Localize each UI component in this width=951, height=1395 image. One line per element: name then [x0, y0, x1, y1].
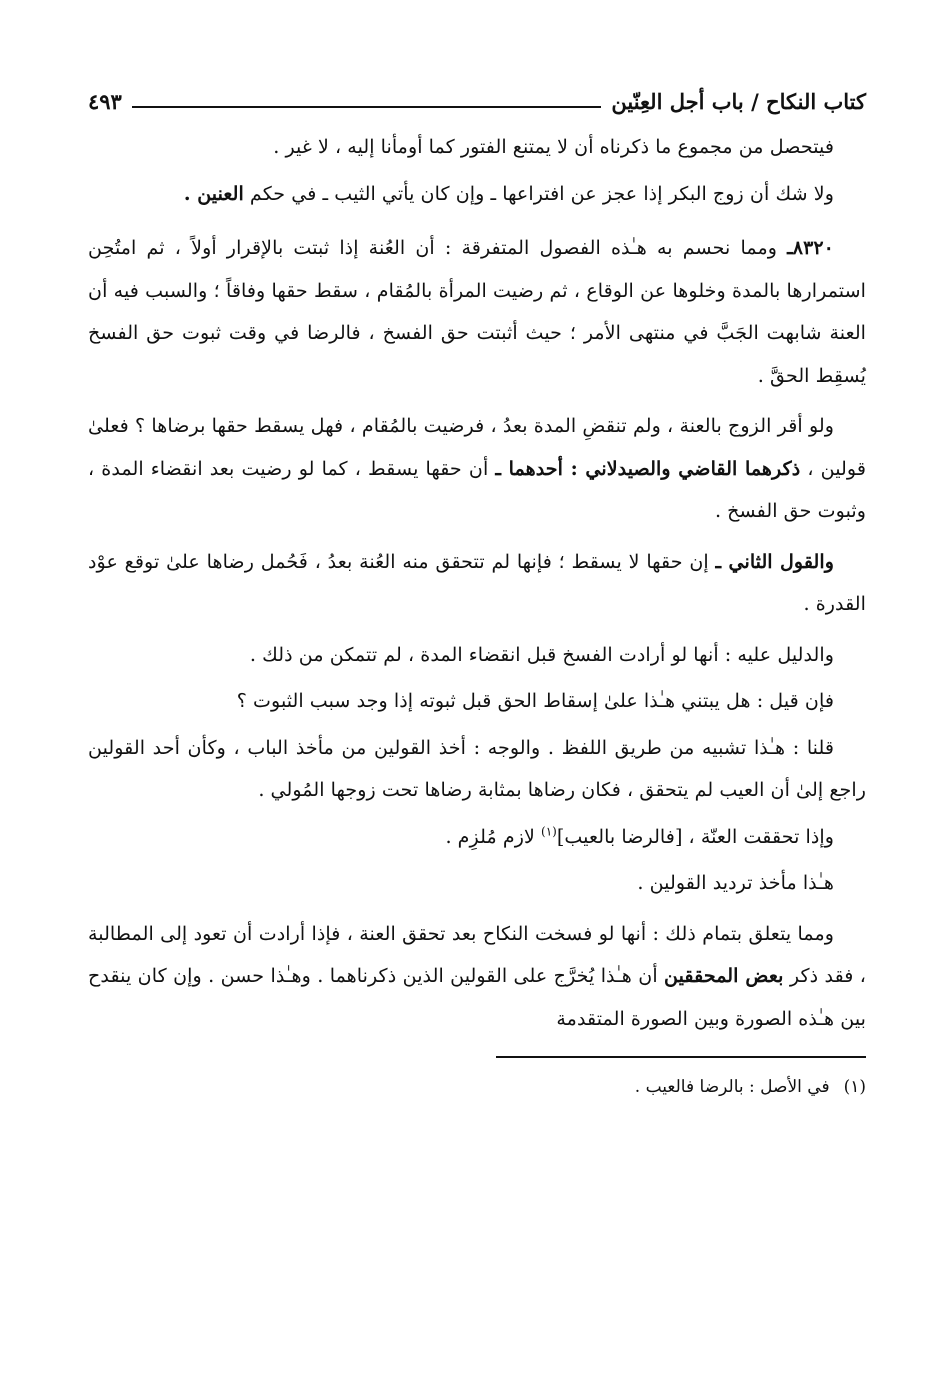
paragraph-11-bold: بعض المحققين [664, 964, 784, 987]
paragraph-8-text: قلنا : هـٰذا تشبيه من طريق اللفظ . والوجه : أخذ القولين من مأخذ الباب ، وكأن أحد القولين راجع إلىٰ أن العيب لم يتحقق ، فكان رضاها بمثابة رضاها تحت زوجها المُولي . [88, 735, 866, 801]
footnote-number: (١) [843, 1077, 866, 1097]
paragraph-2-bold: العنين . [183, 181, 244, 205]
paragraph-4-text-b: أن حقها يسقط ، كما لو رضيت بعد انقضاء المدة ، وثبوت حق الفسخ . [88, 456, 866, 522]
paragraph-1 [88, 126, 866, 169]
paragraph-5-bold: والقول الثاني ـ [715, 549, 834, 573]
page-header [88, 82, 866, 120]
paragraph-4-bold: ذكرهما القاضي والصيدلاني : أحدهما ـ [495, 456, 801, 480]
paragraph-7 [88, 680, 866, 723]
paragraph-1-text: فيتحصل من مجموع ما ذكرناه أن لا يمتنع الفتور كما أومأنا إليه ، لا غير . [273, 135, 834, 158]
paragraph-7-text: فإن قيل : هل يبتني هـٰذا علىٰ إسقاط الحق قبل ثبوته إذا وجد سبب الثبوت ؟ [236, 689, 834, 712]
footnote-text: في الأصل : بالرضا فالعيب . [634, 1077, 830, 1097]
paragraph-8 [88, 727, 866, 812]
running-title: كتاب النكاح / باب أجل العِنّين [611, 88, 866, 114]
paragraph-5-text: إن حقها لا يسقط ؛ فإنها لم تتحقق منه العُنة بعدُ ، فَحُمل رضاها علىٰ توقع عوْد القدرة . [88, 549, 866, 615]
footnote-rule [496, 1056, 866, 1058]
paragraph-11-text-a: ومما يتعلق بتمام ذلك : أنها لو فسخت النكاح بعد تحقق العنة ، فإذا أرادت أن تعود إلى المطالبة ، فقد ذكر [88, 921, 867, 987]
main-text [88, 126, 866, 1040]
paragraph-9 [88, 816, 866, 859]
paragraph-5 [88, 541, 866, 626]
paragraph-9-text-b: لازم مُلزِم . [445, 824, 542, 848]
paragraph-3-text: ومما نحسم به هـٰذه الفصول المتفرقة : أن العُنة إذا ثبتت بالإقرار أولاً ، ثم امتُحِن استمرارها بالمدة وخلوها عن الوقاع ، ثم رضيت المرأة بالمُقام ، سقط حقها وفاقاً ؛ والسبب فيه أن العنة شابهت الجَبَّ في منتهى الأمر ؛ حيث أثبتت حق الفسخ ، فالرضا في وقت ثبوت حق الفسخ يُسقِط الحقَّ . [88, 236, 866, 387]
paragraph-11 [88, 913, 866, 1041]
footnote-marker: (١) [541, 824, 557, 839]
paragraph-4 [88, 405, 866, 533]
paragraph-2-text: ولا شك أن زوج البكر إذا عجز عن افتراعها ـ وإن كان يأتي الثيب ـ في حكم [249, 181, 834, 205]
issue-number: ٨٣٢٠ـ [787, 236, 834, 259]
paragraph-4-text-a: ولو أقر الزوج بالعنة ، ولم تنقضِ المدة بعدُ ، فرضيت بالمُقام ، فهل يسقط حقها برضاها ؟ فعلىٰ قولين ، [88, 414, 866, 480]
paragraph-2 [88, 173, 866, 216]
header-rule [132, 106, 602, 108]
paragraph-6-text: والدليل عليه : أنها لو أرادت الفسخ قبل انقضاء المدة ، لم تتمكن من ذلك . [249, 642, 834, 666]
paragraph-10 [88, 862, 866, 905]
book-page [88, 82, 866, 1322]
paragraph-10-text: هـٰذا مأخذ ترديد القولين . [637, 871, 834, 894]
paragraph-9-text-a: وإذا تحققت العنّة ، [فالرضا بالعيب] [556, 824, 834, 848]
paragraph-6 [88, 634, 866, 677]
footnote [88, 1072, 866, 1102]
page-number: ٤٩٣ [88, 88, 122, 114]
paragraph-3 [88, 227, 866, 397]
paragraph-11-text-b: أن هـٰذا يُخرَّج على القولين الذين ذكرناهما . وهـٰذا حسن . وإن كان ينقدح بين هـٰذه الصورة وبين الصورة المتقدمة [88, 964, 866, 1030]
